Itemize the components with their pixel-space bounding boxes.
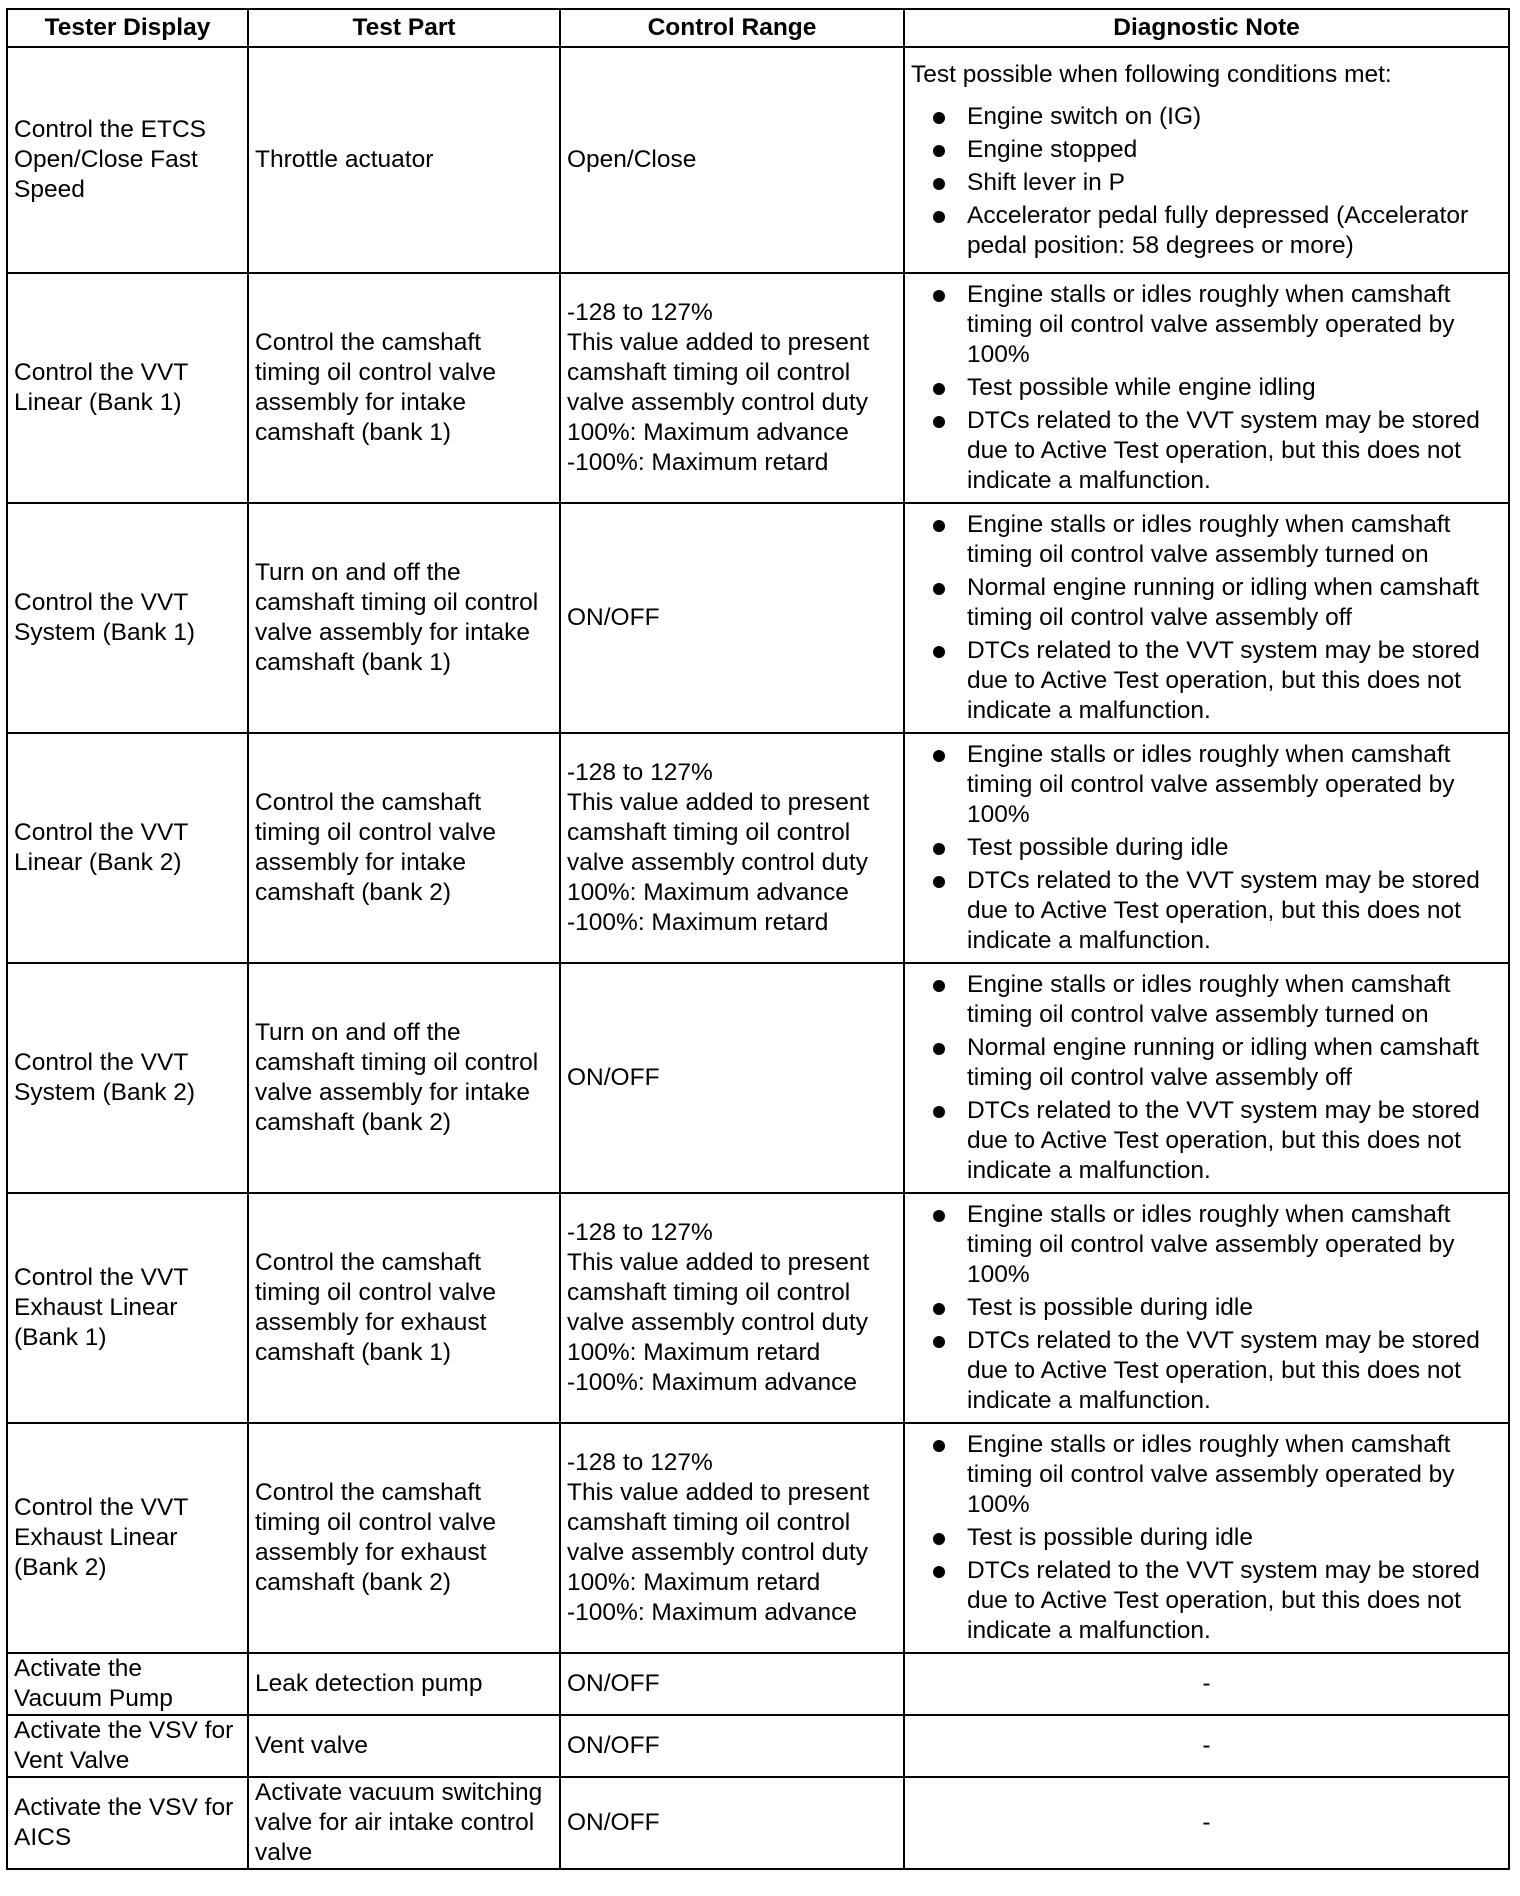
tester-display-cell xyxy=(7,1715,248,1777)
table-row xyxy=(7,1653,1509,1715)
note-line: timing oil control valve assembly off xyxy=(967,1064,1352,1091)
note-line: 100% xyxy=(967,801,1030,828)
bullet-dot-icon xyxy=(933,290,945,302)
note-line: due to Active Test operation, but this does not xyxy=(967,1357,1461,1384)
control-range-cell xyxy=(560,503,904,733)
test-part-line: Turn on and off the xyxy=(255,559,461,586)
control-range-cell xyxy=(560,733,904,963)
note-line: DTCs related to the VVT system may be stored xyxy=(967,407,1480,434)
control-range-line: camshaft timing oil control xyxy=(567,359,851,386)
control-range-line: 100%: Maximum retard xyxy=(567,1339,821,1366)
tester-display-line: Speed xyxy=(14,176,85,203)
control-range-cell xyxy=(560,1423,904,1653)
control-range-line: -100%: Maximum advance xyxy=(567,1599,858,1626)
note-line: indicate a malfunction. xyxy=(967,927,1211,954)
header-control-range: Control Range xyxy=(560,9,904,47)
bullet-dot-icon xyxy=(933,1533,945,1545)
tester-display-cell xyxy=(7,1423,248,1653)
bullet-dot-icon xyxy=(933,1336,945,1348)
diagnostic-note-cell xyxy=(904,733,1509,963)
note-line: timing oil control valve assembly operated by xyxy=(967,1231,1455,1258)
diagnostic-note-cell xyxy=(904,1193,1509,1423)
diagnostic-note-cell xyxy=(904,47,1509,273)
note-line: indicate a malfunction. xyxy=(967,697,1211,724)
note-line: timing oil control valve assembly off xyxy=(967,604,1352,631)
tester-display-cell xyxy=(7,273,248,503)
tester-display-cell xyxy=(7,1653,248,1715)
control-range-line: ON/OFF xyxy=(567,604,660,631)
bullet-dot-icon xyxy=(933,145,945,157)
control-range-line: valve assembly control duty xyxy=(567,1539,868,1566)
note-line: Test possible while engine idling xyxy=(967,374,1316,401)
note-line: 100% xyxy=(967,1491,1030,1518)
control-range-line: This value added to present xyxy=(567,1249,870,1276)
note-item xyxy=(911,636,1502,726)
test-part-line: Turn on and off the xyxy=(255,1019,461,1046)
control-range-line: -128 to 127% xyxy=(567,1449,713,1476)
note-item xyxy=(911,280,1502,370)
test-part-line: Control the camshaft xyxy=(255,1249,482,1276)
tester-display-cell xyxy=(7,1777,248,1869)
diagnostic-note-cell: - xyxy=(904,1777,1509,1869)
tester-display-line: Vent Valve xyxy=(14,1747,130,1774)
note-line: timing oil control valve assembly operated by xyxy=(967,771,1455,798)
test-part-line: assembly for exhaust xyxy=(255,1309,487,1336)
note-item xyxy=(911,740,1502,830)
test-part-cell xyxy=(248,503,560,733)
note-line: DTCs related to the VVT system may be stored xyxy=(967,1557,1480,1584)
bullet-dot-icon xyxy=(933,1210,945,1222)
control-range-cell xyxy=(560,1653,904,1715)
control-range-line: valve assembly control duty xyxy=(567,849,868,876)
control-range-line: valve assembly control duty xyxy=(567,389,868,416)
note-item xyxy=(911,833,1502,863)
control-range-line: camshaft timing oil control xyxy=(567,819,851,846)
control-range-line: ON/OFF xyxy=(567,1670,660,1697)
tester-display-line: Activate the VSV for xyxy=(14,1794,234,1821)
bullet-dot-icon xyxy=(933,876,945,888)
note-line: timing oil control valve assembly operated by xyxy=(967,1461,1455,1488)
test-part-line: valve xyxy=(255,1839,313,1866)
test-part-cell xyxy=(248,1777,560,1869)
bullet-dot-icon xyxy=(933,112,945,124)
control-range-line: -128 to 127% xyxy=(567,759,713,786)
bullet-dot-icon xyxy=(933,583,945,595)
note-line: 100% xyxy=(967,1261,1030,1288)
test-part-cell xyxy=(248,1653,560,1715)
note-line: DTCs related to the VVT system may be stored xyxy=(967,1097,1480,1124)
tester-display-line: Exhaust Linear xyxy=(14,1294,178,1321)
bullet-dot-icon xyxy=(933,383,945,395)
test-part-line: timing oil control valve xyxy=(255,1509,497,1536)
note-list xyxy=(911,1430,1502,1646)
bullet-dot-icon xyxy=(933,1566,945,1578)
table-body xyxy=(7,47,1509,1869)
note-item xyxy=(911,373,1502,403)
note-line: Test is possible during idle xyxy=(967,1294,1253,1321)
control-range-line: ON/OFF xyxy=(567,1732,660,1759)
test-part-line: camshaft timing oil control xyxy=(255,589,539,616)
note-item xyxy=(911,573,1502,633)
test-part-line: timing oil control valve xyxy=(255,359,497,386)
note-intro: Test possible when following conditions met: xyxy=(911,60,1392,88)
bullet-dot-icon xyxy=(933,980,945,992)
note-line: timing oil control valve assembly turned on xyxy=(967,541,1429,568)
control-range-line: -100%: Maximum retard xyxy=(567,449,829,476)
table-row xyxy=(7,1777,1509,1869)
bullet-dot-icon xyxy=(933,646,945,658)
test-part-line: Activate vacuum switching xyxy=(255,1779,543,1806)
tester-display-line: AICS xyxy=(14,1824,72,1851)
bullet-dot-icon xyxy=(933,843,945,855)
tester-display-line: (Bank 2) xyxy=(14,1554,107,1581)
note-list xyxy=(911,102,1502,261)
tester-display-line: Vacuum Pump xyxy=(14,1685,173,1712)
test-part-cell xyxy=(248,1715,560,1777)
note-line: Engine stalls or idles roughly when camshaft xyxy=(967,741,1451,768)
table-row xyxy=(7,1193,1509,1423)
note-line: DTCs related to the VVT system may be stored xyxy=(967,867,1480,894)
control-range-line: This value added to present xyxy=(567,1479,870,1506)
control-range-line: 100%: Maximum advance xyxy=(567,879,849,906)
note-line: indicate a malfunction. xyxy=(967,1157,1211,1184)
note-list xyxy=(911,740,1502,956)
test-part-cell xyxy=(248,733,560,963)
table-row xyxy=(7,47,1509,273)
note-line: Engine stalls or idles roughly when camshaft xyxy=(967,971,1451,998)
test-part-line: camshaft (bank 2) xyxy=(255,879,452,906)
note-line: due to Active Test operation, but this does not xyxy=(967,437,1461,464)
note-item xyxy=(911,168,1502,198)
tester-display-line: Activate the xyxy=(14,1655,143,1682)
diagnostic-note-cell xyxy=(904,503,1509,733)
note-item xyxy=(911,1033,1502,1093)
bullet-dot-icon xyxy=(933,211,945,223)
note-item xyxy=(911,970,1502,1030)
note-item xyxy=(911,102,1502,132)
tester-display-line: (Bank 1) xyxy=(14,1324,107,1351)
note-item xyxy=(911,1326,1502,1416)
test-part-line: assembly for intake xyxy=(255,389,467,416)
test-part-line: camshaft timing oil control xyxy=(255,1049,539,1076)
tester-display-cell xyxy=(7,503,248,733)
test-part-line: camshaft (bank 2) xyxy=(255,1569,452,1596)
control-range-cell xyxy=(560,1193,904,1423)
diagnostic-note-cell xyxy=(904,273,1509,503)
note-line: Normal engine running or idling when camshaft xyxy=(967,574,1480,601)
tester-display-line: Control the VVT xyxy=(14,589,189,616)
test-part-line: Throttle actuator xyxy=(255,146,434,173)
table-row xyxy=(7,963,1509,1193)
control-range-line: valve assembly control duty xyxy=(567,1309,868,1336)
test-part-line: timing oil control valve xyxy=(255,1279,497,1306)
tester-display-cell xyxy=(7,733,248,963)
bullet-dot-icon xyxy=(933,1106,945,1118)
note-line: indicate a malfunction. xyxy=(967,467,1211,494)
tester-display-line: Control the VVT xyxy=(14,1264,189,1291)
note-line: due to Active Test operation, but this does not xyxy=(967,1587,1461,1614)
control-range-line: 100%: Maximum retard xyxy=(567,1569,821,1596)
control-range-line: -128 to 127% xyxy=(567,1219,713,1246)
note-list xyxy=(911,1200,1502,1416)
control-range-line: -100%: Maximum retard xyxy=(567,909,829,936)
diagnostic-note-cell: - xyxy=(904,1653,1509,1715)
table-row xyxy=(7,733,1509,963)
tester-display-line: Activate the VSV for xyxy=(14,1717,234,1744)
note-line: indicate a malfunction. xyxy=(967,1387,1211,1414)
note-line: Engine stalls or idles roughly when camshaft xyxy=(967,1201,1451,1228)
note-line: DTCs related to the VVT system may be stored xyxy=(967,1327,1480,1354)
test-part-line: Control the camshaft xyxy=(255,329,482,356)
test-part-line: camshaft (bank 2) xyxy=(255,1109,452,1136)
tester-display-line: Exhaust Linear xyxy=(14,1524,178,1551)
header-row xyxy=(7,9,1509,47)
bullet-dot-icon xyxy=(933,750,945,762)
table-row xyxy=(7,503,1509,733)
test-part-cell xyxy=(248,273,560,503)
test-part-line: camshaft (bank 1) xyxy=(255,1339,452,1366)
control-range-line: camshaft timing oil control xyxy=(567,1279,851,1306)
page xyxy=(6,8,1510,1870)
note-item xyxy=(911,1430,1502,1520)
control-range-cell xyxy=(560,47,904,273)
table-row xyxy=(7,1715,1509,1777)
test-part-line: Vent valve xyxy=(255,1732,369,1759)
note-line: 100% xyxy=(967,341,1030,368)
note-item xyxy=(911,201,1502,261)
header-tester-display: Tester Display xyxy=(7,9,248,47)
note-line: DTCs related to the VVT system may be stored xyxy=(967,637,1480,664)
note-item xyxy=(911,1200,1502,1290)
tester-display-cell xyxy=(7,47,248,273)
note-line: due to Active Test operation, but this does not xyxy=(967,897,1461,924)
note-line: Accelerator pedal fully depressed (Accelerator xyxy=(967,201,1469,229)
tester-display-line: Open/Close Fast xyxy=(14,146,198,173)
control-range-cell xyxy=(560,963,904,1193)
note-item xyxy=(911,510,1502,570)
control-range-line: ON/OFF xyxy=(567,1809,660,1836)
test-part-line: timing oil control valve xyxy=(255,819,497,846)
test-part-cell xyxy=(248,1193,560,1423)
note-item xyxy=(911,135,1502,165)
control-range-line: This value added to present xyxy=(567,789,870,816)
test-part-line: assembly for intake xyxy=(255,849,467,876)
note-item xyxy=(911,1556,1502,1646)
table-row xyxy=(7,273,1509,503)
test-part-line: assembly for exhaust xyxy=(255,1539,487,1566)
note-line: Normal engine running or idling when camshaft xyxy=(967,1034,1480,1061)
tester-display-line: System (Bank 1) xyxy=(14,619,196,646)
control-range-line: Open/Close xyxy=(567,146,697,173)
control-range-line: -128 to 127% xyxy=(567,299,713,326)
note-line: Engine stopped xyxy=(967,135,1138,163)
note-list xyxy=(911,970,1502,1186)
note-line: timing oil control valve assembly turned on xyxy=(967,1001,1429,1028)
note-line: indicate a malfunction. xyxy=(967,1617,1211,1644)
note-line: due to Active Test operation, but this does not xyxy=(967,667,1461,694)
tester-display-line: Control the VVT xyxy=(14,1494,189,1521)
table-row xyxy=(7,1423,1509,1653)
note-line: Test possible during idle xyxy=(967,834,1229,861)
control-range-cell xyxy=(560,273,904,503)
note-item xyxy=(911,406,1502,496)
test-part-line: camshaft (bank 1) xyxy=(255,649,452,676)
test-part-cell xyxy=(248,963,560,1193)
bullet-dot-icon xyxy=(933,178,945,190)
test-part-line: Leak detection pump xyxy=(255,1670,483,1697)
control-range-line: 100%: Maximum advance xyxy=(567,419,849,446)
test-part-line: Control the camshaft xyxy=(255,789,482,816)
note-line: timing oil control valve assembly operated by xyxy=(967,311,1455,338)
tester-display-line: Control the VVT xyxy=(14,359,189,386)
note-item xyxy=(911,1096,1502,1186)
diagnostic-note-cell xyxy=(904,1423,1509,1653)
tester-display-cell xyxy=(7,963,248,1193)
note-list xyxy=(911,280,1502,496)
note-line: due to Active Test operation, but this does not xyxy=(967,1127,1461,1154)
header-test-part: Test Part xyxy=(248,9,560,47)
control-range-line: camshaft timing oil control xyxy=(567,1509,851,1536)
diagnostic-note-cell: - xyxy=(904,1715,1509,1777)
control-range-line: This value added to present xyxy=(567,329,870,356)
bullet-dot-icon xyxy=(933,520,945,532)
control-range-line: ON/OFF xyxy=(567,1064,660,1091)
test-part-line: camshaft (bank 1) xyxy=(255,419,452,446)
tester-display-line: Control the VVT xyxy=(14,819,189,846)
bullet-dot-icon xyxy=(933,1440,945,1452)
note-item xyxy=(911,1523,1502,1553)
bullet-dot-icon xyxy=(933,1043,945,1055)
note-list xyxy=(911,510,1502,726)
tester-display-line: System (Bank 2) xyxy=(14,1079,196,1106)
note-line: Test is possible during idle xyxy=(967,1524,1253,1551)
test-part-line: valve assembly for intake xyxy=(255,619,531,646)
bullet-dot-icon xyxy=(933,416,945,428)
tester-display-line: Linear (Bank 1) xyxy=(14,389,182,416)
control-range-cell xyxy=(560,1777,904,1869)
tester-display-line: Control the ETCS xyxy=(14,116,206,143)
test-part-cell xyxy=(248,1423,560,1653)
note-line: pedal position: 58 degrees or more) xyxy=(967,231,1354,259)
tester-display-cell xyxy=(7,1193,248,1423)
test-part-line: valve for air intake control xyxy=(255,1809,535,1836)
note-line: Engine stalls or idles roughly when camshaft xyxy=(967,281,1451,308)
header-diagnostic-note: Diagnostic Note xyxy=(904,9,1509,47)
test-part-line: Control the camshaft xyxy=(255,1479,482,1506)
note-item xyxy=(911,1293,1502,1323)
control-range-cell xyxy=(560,1715,904,1777)
note-line: Shift lever in P xyxy=(967,168,1125,196)
active-test-table xyxy=(6,8,1510,1870)
diagnostic-note-cell xyxy=(904,963,1509,1193)
note-line: Engine stalls or idles roughly when camshaft xyxy=(967,1431,1451,1458)
note-line: Engine switch on (IG) xyxy=(967,102,1202,130)
note-line: Engine stalls or idles roughly when camshaft xyxy=(967,511,1451,538)
tester-display-line: Control the VVT xyxy=(14,1049,189,1076)
note-item xyxy=(911,866,1502,956)
tester-display-line: Linear (Bank 2) xyxy=(14,849,182,876)
control-range-line: -100%: Maximum advance xyxy=(567,1369,858,1396)
test-part-line: valve assembly for intake xyxy=(255,1079,531,1106)
test-part-cell xyxy=(248,47,560,273)
bullet-dot-icon xyxy=(933,1303,945,1315)
